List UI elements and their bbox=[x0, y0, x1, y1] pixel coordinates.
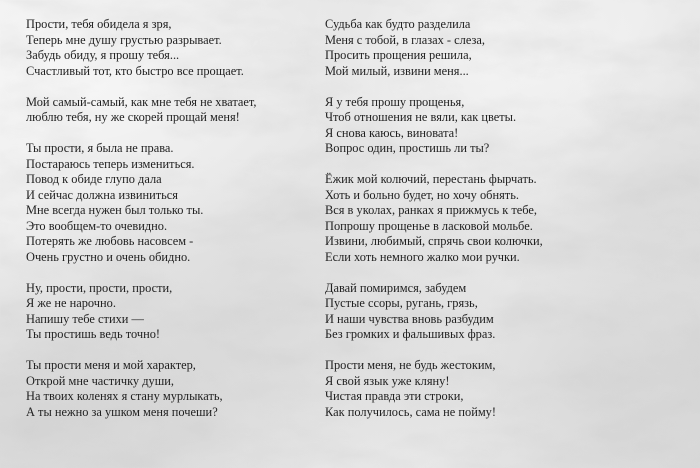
poem-line: Я свой язык уже кляну! bbox=[325, 373, 450, 388]
stanza bbox=[325, 281, 655, 343]
stanza bbox=[26, 95, 316, 126]
poem-line: Мой милый, извини меня... bbox=[325, 63, 469, 78]
poem-line: Меня с тобой, в глазах - слеза, bbox=[325, 32, 485, 47]
poem-line: Счастливый тот, кто быстро все прощает. bbox=[26, 63, 244, 78]
poem-line: А ты нежно за ушком меня почеши? bbox=[26, 404, 218, 419]
poem-line: Это вообщем-то очевидно. bbox=[26, 218, 168, 233]
poem-line: Повод к обиде глупо дала bbox=[26, 172, 162, 186]
poem-line: Если хоть немного жалко мои ручки. bbox=[325, 249, 520, 264]
stanza bbox=[325, 172, 655, 265]
poem-line: Извини, любимый, спрячь свои колючки, bbox=[325, 234, 543, 248]
poem-line: Мне всегда нужен был только ты. bbox=[26, 203, 204, 217]
poem-line: Чтоб отношения не вяли, как цветы. bbox=[325, 110, 517, 124]
poem-line: Чистая правда эти строки, bbox=[325, 389, 464, 403]
poem-line: Я у тебя прошу прощенья, bbox=[325, 94, 465, 109]
poem-line: Потерять же любовь насовсем - bbox=[26, 234, 194, 248]
poem-right-column bbox=[325, 17, 655, 436]
poem-line: Ты прости меня и мой характер, bbox=[26, 358, 196, 372]
poem-left-column bbox=[26, 17, 316, 436]
poem-line: Открой мне частичку души, bbox=[26, 373, 174, 388]
stanza bbox=[26, 141, 316, 265]
poem-line: И сейчас должна извиниться bbox=[26, 187, 178, 202]
stanza bbox=[325, 17, 655, 79]
poem-line: Прости, тебя обидела я зря, bbox=[26, 17, 172, 31]
poem-line: Теперь мне душу грустью разрывает. bbox=[26, 32, 222, 47]
poem-line: Хоть и больно будет, но хочу обнять. bbox=[325, 187, 519, 202]
poem-line: Без громких и фальшивых фраз. bbox=[325, 327, 496, 341]
poem-line: И наши чувства вновь разбудим bbox=[325, 311, 494, 326]
poem-line: Вопрос один, простишь ли ты? bbox=[325, 141, 490, 155]
poem-line: Попрошу прощенье в ласковой мольбе. bbox=[325, 218, 533, 233]
poem-line: Прости меня, не будь жестоким, bbox=[325, 358, 496, 372]
poem-line: Как получилось, сама не пойму! bbox=[325, 404, 497, 419]
poem-line: Я снова каюсь, виновата! bbox=[325, 125, 459, 140]
poem-line: Просить прощения решила, bbox=[325, 48, 472, 62]
poem-line: Очень грустно и очень обидно. bbox=[26, 249, 191, 264]
stanza bbox=[26, 281, 316, 343]
poem-line: Давай помиримся, забудем bbox=[325, 280, 467, 295]
poem-line: Напишу тебе стихи — bbox=[26, 311, 144, 326]
poem-line: Ты прости, я была не права. bbox=[26, 141, 174, 155]
poem-line: Судьба как будто разделила bbox=[325, 17, 471, 31]
stanza bbox=[325, 95, 655, 157]
stanza bbox=[325, 358, 655, 420]
stanza bbox=[26, 358, 316, 420]
poem-line: Забудь обиду, я прошу тебя... bbox=[26, 48, 180, 62]
stanza bbox=[26, 17, 316, 79]
poem-line: На твоих коленях я стану мурлыкать, bbox=[26, 389, 223, 403]
poem-line: Ну, прости, прости, прости, bbox=[26, 280, 173, 295]
poem-line: Пустые ссоры, ругань, грязь, bbox=[325, 296, 478, 310]
poem-line: Мой самый-самый, как мне тебя не хватает, bbox=[26, 94, 257, 109]
poem-line: люблю тебя, ну же скорей прощай меня! bbox=[26, 110, 240, 124]
poem-line: Ёжик мой колючий, перестань фырчать. bbox=[325, 172, 537, 186]
poem-line: Я же не нарочно. bbox=[26, 296, 116, 310]
poem-line: Постараюсь теперь измениться. bbox=[26, 156, 195, 171]
poem-line: Ты простишь ведь точно! bbox=[26, 327, 161, 341]
poem-line: Вся в уколах, ранках я прижмусь к тебе, bbox=[325, 203, 538, 217]
